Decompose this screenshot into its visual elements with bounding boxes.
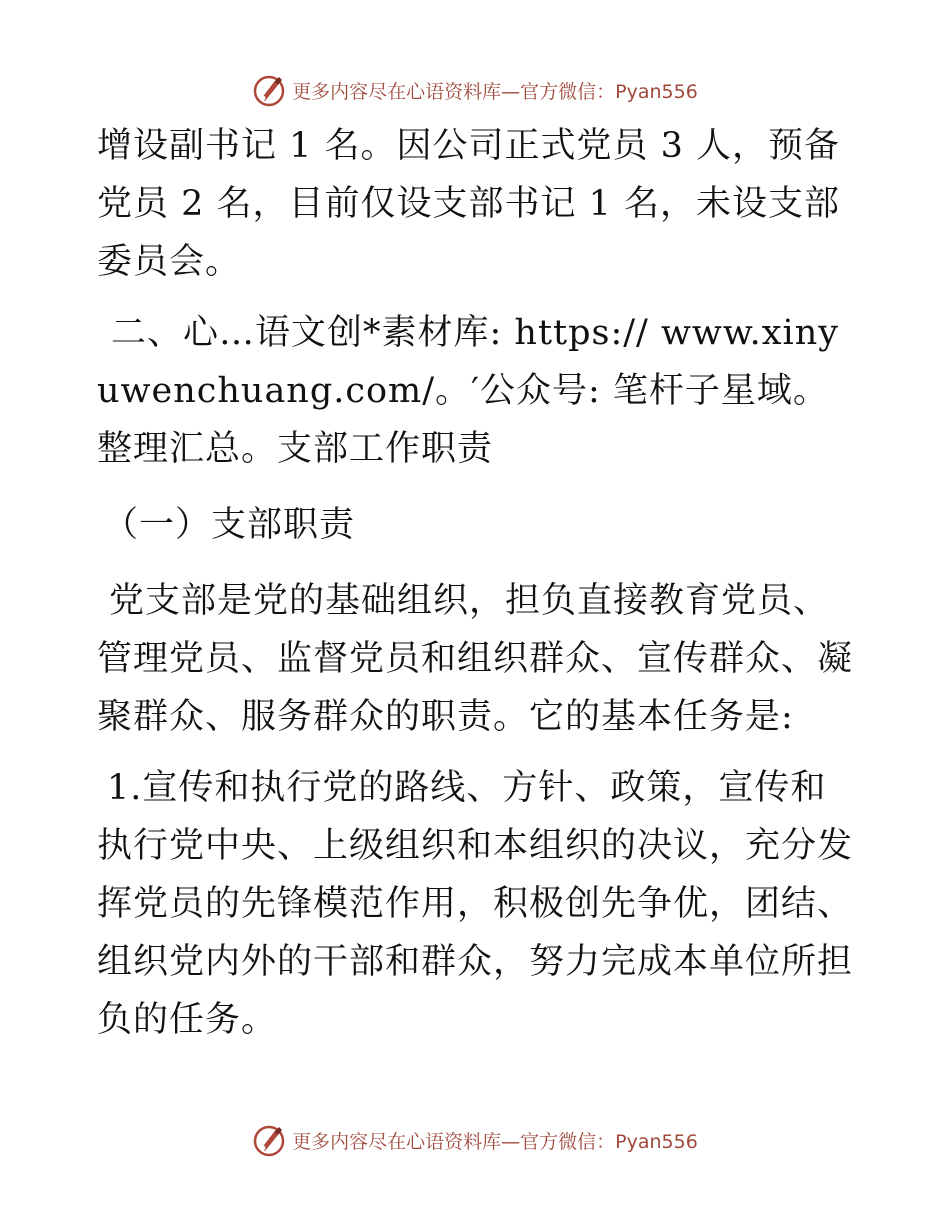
brush-logo-icon bbox=[252, 73, 286, 107]
footer-watermark bbox=[0, 1120, 950, 1160]
watermark-text: 更多内容尽在心语资料库—官方微信：Pyan556 bbox=[292, 80, 698, 103]
paragraph-4: 1.宣传和执行党的路线、方针、政策，宣传和执行党中央、上级组织和本组织的决议，充分发挥党员的先锋模范作用，积极创先争优，团结、组织党内外的干部和群众，努力完成本单位所担负的任务。 bbox=[97, 768, 854, 1040]
header-watermark bbox=[0, 70, 950, 110]
watermark-text: 更多内容尽在心语资料库—官方微信：Pyan556 bbox=[292, 1130, 698, 1153]
document-body bbox=[97, 117, 857, 1049]
paragraph-1: 增设副书记 1 名。因公司正式党员 3 人，预备党员 2 名，目前仅设支部书记 1 名，未设支部委员会。 bbox=[97, 126, 841, 282]
paragraph-2: 二、心…语文创*素材库: https:// www.xinyuwenchuang.com/。′公众号: 笔杆子星域。整理汇总。支部工作职责 bbox=[97, 313, 840, 469]
section-heading: （一）支部职责 bbox=[103, 505, 356, 545]
brush-logo-icon bbox=[252, 1123, 286, 1157]
paragraph-3: 党支部是党的基础组织，担负直接教育党员、管理党员、监督党员和组织群众、宣传群众、凝聚群众、服务群众的职责。它的基本任务是: bbox=[97, 581, 854, 737]
